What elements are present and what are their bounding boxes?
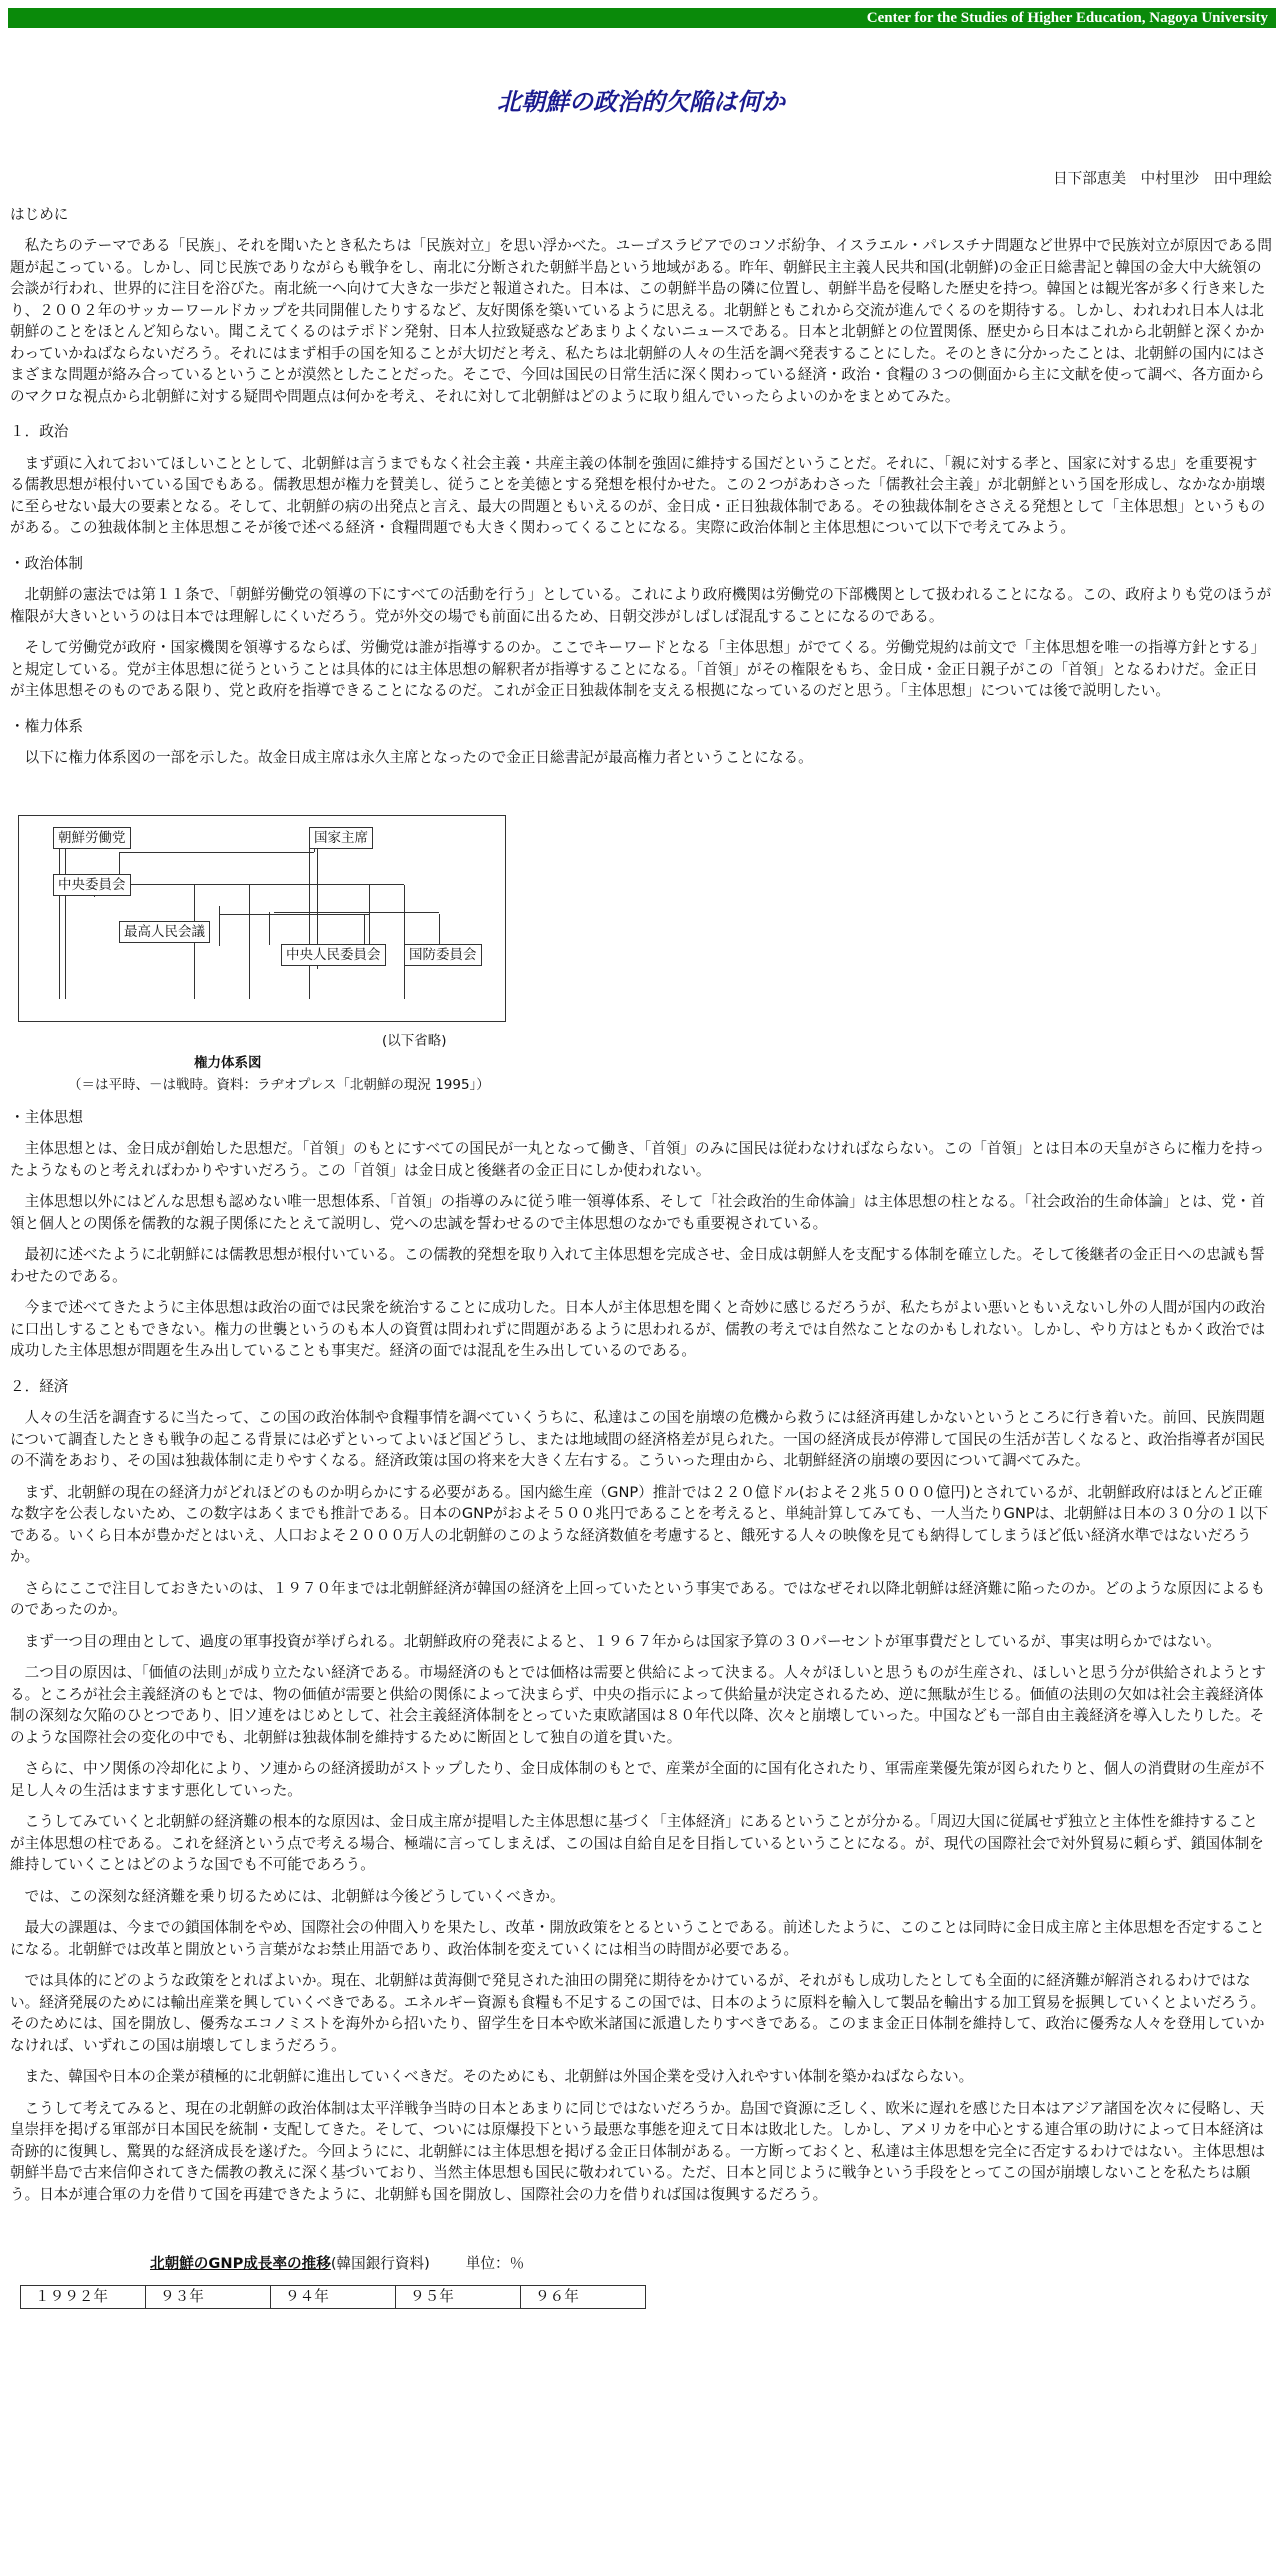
figure-frame	[18, 815, 506, 1022]
paragraph-economy-12: こうして考えてみると、現在の北朝鮮の政治体制は太平洋戦争当時の日本とあまりに同じではないだろうか。島国で資源に乏しく、欧米に遅れを感じた日本はアジア諸国を次々に侵略し、天皇崇拝を掲げる軍部が日本国民を統制・支配してきた。そして、ついには原爆投下という最悪な事態を迎えて日本は敗北した。しかし、アメリカを中心とする連合軍の助けによって日本経済は奇跡的に復興し、驚異的な経済成長を遂げた。今回ようにに、北朝鮮には主体思想を掲げる金正日体制がある。一方断っておくと、私達は主体思想を完全に否定するわけではない。主体思想は朝鮮半島で古来信仰されてきた儒教の教えに深く基づいており、当然主体思想も国民に敬われている。ただ、日本と同じように戦争という手段をとってこの国が崩壊しないことを私たちは願う。日本が連合軍の力を借りて国を再建できたように、北朝鮮も国を開放し、国際社会の力を借りれば国は復興するだろう。	[10, 2099, 1266, 2203]
table-cell-year: ９５年	[396, 2285, 521, 2308]
gnp-growth-table	[20, 2285, 646, 2309]
paragraph-economy-9: 最大の課題は、今までの鎖国体制をやめ、国際社会の仲間入りを果たし、改革・開放政策をとるということである。前述したように、このことは同時に金日成主席と主体思想を否定することになる。北朝鮮では改革と開放という言葉がなお禁止用語であり、政治体制を変えていくには相当の時間が必要である。	[10, 1919, 1265, 1958]
paragraph-juche-1: 主体思想とは、金日成が創始した思想だ。「首領」のもとにすべての国民が一丸となって働き、「首領」のみに国民は従わなければならない。この「首領」とは日本の天皇がさらに権力を持ったようなものと考えればわかりやすいだろう。この「首領」は金日成と後継者の金正日にしか使われない。	[10, 1140, 1265, 1179]
figure-omitted-note: (以下省略)	[382, 1032, 447, 1049]
paragraph-juche-3: 最初に述べたように北朝鮮には儒教思想が根付いている。この儒教的発想を取り入れて主体思想を完成させ、金日成は朝鮮人を支配する体制を確立した。そして後継者の金正日への忠誠も誓わせたのである。	[10, 1246, 1265, 1285]
box-central-peoples-committee: 中央人民委員会	[281, 944, 386, 966]
heading-political-system: ・政治体制	[10, 554, 83, 572]
paragraph-economy-4: まず一つ目の理由として、過度の軍事投資が挙げられる。北朝鮮政府の発表によると、１９６７年からは国家予算の３０パーセントが軍事費だとしているが、事実は明らかではない。	[24, 1632, 1221, 1650]
paragraph-power: 以下に権力体系図の一部を示した。故金日成主席は永久主席となったので金正日総書記が最高権力者ということになる。	[24, 749, 813, 766]
article	[0, 86, 1284, 2309]
paragraph-juche-4: 今まで述べてきたように主体思想は政治の面では民衆を統治することに成功した。日本人が主体思想を聞くと奇妙に感じるだろうが、私たちがよい悪いともいえないし外の人間が国内の政治に口出しすることもできない。権力の世襲というのも本人の資質は問われずに問題があるように思われるが、儒教の考えでは自然なことなのかもしれない。しかし、やり方はともかく政治では成功した主体思想が問題を生み出していることも事実だ。経済の面では混乱を生み出しているのである。	[10, 1299, 1266, 1359]
paragraph-economy-11: また、韓国や日本の企業が積極的に北朝鮮に進出していくべきだ。そのためにも、北朝鮮は外国企業を受け入れやすい体制を築かねばならない。	[24, 2068, 974, 2085]
paragraph-economy-1: 人々の生活を調査するに当たって、この国の政治体制や食糧事情を調べていくうちに、私達はこの国を崩壊の危機から救うには経済再建しかないというところに行き着いた。前回、民族問題について調査したときも戦争の起こる背景には必ずといってよいほど国どうし、または地域間の経済格差が見られた。一国の経済成長が停滞して国民の生活が苦しくなると、政治指導者が国民の不満をあおり、その国は独裁体制に走りやすくなる。経済政策は国の将来を大きく左右する。こういった理由から、北朝鮮経済の崩壊の要因について調べてみた。	[10, 1409, 1265, 1469]
paragraph-politics: まず頭に入れておいてほしいこととして、北朝鮮は言うまでもなく社会主義・共産主義の体制を強固に維持する国だということだ。それに、「親に対する孝と、国家に対する忠」を重要視する儒教思想が根付いている国でもある。儒教思想が権力を賛美し、従うことを美徳とする発想を根付かせた。この２つがあわさった「儒教社会主義」が北朝鮮という国を形成し、なかなか崩壊に至らせない最大の要素となる。そして、北朝鮮の病の出発点と言え、最大の問題ともいえるのが、金日成・正日独裁体制である。その独裁体制をささえる発想として「主体思想」というものがある。この独裁体制と主体思想こそが後で述べる経済・食糧問題でも大きく関わってくることになる。実際に政治体制と主体思想について以下で考えてみよう。	[10, 454, 1266, 536]
paragraph-juche-2: 主体思想以外にはどんな思想も認めない唯一思想体系、「首領」の指導のみに従う唯一領導体系、そして「社会政治的生命体論」は主体思想の柱となる。「社会政治的生命体論」とは、党・首領と個人との関係を儒教的な親子関係にたとえて説明し、党への忠誠を誓わせるので主体思想のなかでも重要視されている。	[10, 1193, 1266, 1232]
box-central-committee: 中央委員会	[53, 874, 131, 896]
paragraph-economy-5: 二つ目の原因は、｢価値の法則｣が成り立たない経済である。市場経済のもとでは価格は需要と供給によって決まる。人々がほしいと思うものが生産され、ほしいと思う分が供給されようとする。ところが社会主義経済のもとでは、物の価値が需要と供給の関係によって決まらず、中央の指示によって供給量が決定されるため、逆に無駄が生じる。価値の法則の欠如は社会主義経済体制の深刻な欠陥のひとつであり、旧ソ連をはじめとして、社会主義経済体制をとっていた東欧諸国は８０年代以降、次々と崩壊していった。中国なども一部自由主義経済を導入したりした。そのような国際社会の変化の中でも、北朝鮮は独裁体制を維持するために断固として独自の道を貫いた。	[10, 1664, 1266, 1746]
gnp-table-heading	[150, 2253, 1272, 2275]
figure-title: 権力体系図	[194, 1054, 262, 1071]
heading-economy: ２．経済	[10, 1377, 69, 1395]
gnp-table-source: (韓国銀行資料)	[330, 2255, 430, 2272]
table-cell-year: ９３年	[146, 2285, 271, 2308]
box-supreme-peoples-assembly: 最高人民会議	[119, 921, 210, 943]
paragraph-economy-3: さらにここで注目しておきたいのは、１９７０年までは北朝鮮経済が韓国の経済を上回っていたという事実である。ではなぜそれ以降北朝鮮は経済難に陥ったのか。どのような原因によるものであったのか。	[10, 1579, 1266, 1618]
paragraph-economy-7: こうしてみていくと北朝鮮の経済難の根本的な原因は、金日成主席が提唱した主体思想に基づく「主体経済」にあるということが分かる。「周辺大国に従属せず独立と主体性を維持することが主体思想の柱である。これを経済という点で考える場合、極端に言ってしまえば、この国は自給自足を目指しているということになる。が、現代の国際社会で対外貿易に頼らず、鎖国体制を維持していくことはどのような国でも不可能であろう。	[10, 1813, 1264, 1873]
site-banner: Center for the Studies of Higher Education, Nagoya University	[8, 8, 1276, 28]
table-row	[21, 2285, 646, 2308]
box-national-defense-commission: 国防委員会	[404, 944, 482, 966]
paragraph-economy-2: まず、北朝鮮の現在の経済力がどれほどのものか明らかにする必要がある。国内総生産（GNP）推計では２２０億ドル(およそ２兆５０００億円)とされているが、北朝鮮政府はほとんど正確な数字を公表しないため、この数字はあくまでも推計である。日本のGNPがおよそ５００兆円であることを考えると、単純計算してみても、一人当たりGNPは、北朝鮮は日本の３０分の１以下である。いくら日本が豊かだとはいえ、人口およそ２０００万人の北朝鮮のこのような経済数値を考慮すると、餓死する人々の映像を見ても納得してしまうほど低い経済水準ではないだろうか。	[10, 1483, 1269, 1565]
figure-caption: （＝は平時、－は戦時。資料：ラヂオプレス「北朝鮮の現況 1995」）	[68, 1076, 490, 1093]
paragraph-system-2: そして労働党が政府・国家機関を領導するならば、労働党は誰が指導するのか。ここでキーワードとなる「主体思想」がでてくる。労働党規約は前文で「主体思想を唯一の指導方針とする」と規定している。党が主体思想に従うということは具体的には主体思想の解釈者が指導することになる。「首領」がその権限をもち、金日成・金正日親子がこの「首領」となるわけだ。金正日が主体思想そのものである限り、党と政府を指導できることになるのだ。これが金正日独裁体制を支える根拠になっているのだと思う。「主体思想」については後で説明したい。	[10, 639, 1266, 699]
paragraph-intro: 私たちのテーマである「民族」、それを聞いたとき私たちは「民族対立」を思い浮かべた。ユーゴスラビアでのコソボ紛争、イスラエル・パレスチナ問題など世界中で民族対立が原因である問題が起こっている。しかし、同じ民族でありながらも戦争をし、南北に分断された朝鮮半島という地域がある。昨年、朝鮮民主主義人民共和国(北朝鮮)の金正日総書記と韓国の金大中大統領の会談が行われ、世界的に注目を浴びた。南北統一へ向けて大きな一歩だと報道された。日本は、この朝鮮半島の隣に位置し、朝鮮半島を侵略した歴史を持つ。韓国とは観光客が多く行き来したり、２００２年のサッカーワールドカップを共同開催したりするなど、友好関係を築いているように思える。北朝鮮ともこれから交流が進んでくるのを期待する。しかし、われわれ日本人は北朝鮮のことをほとんど知らない。聞こえてくるのはテポドン発射、日本人拉致疑惑などあまりよくないニュースである。日本と北朝鮮との位置関係、歴史から日本はこれから北朝鮮と深くかかわっていかねばならないだろう。それにはまず相手の国を知ることが大切だと考え、私たちは北朝鮮の人々の生活を調べ発表することにした。そのときに分かったことは、北朝鮮の国内にはさまざまな問題が絡み合っているということが漠然としたことだった。そこで、今回は国民の日常生活に深く関わっている経済・政治・食糧の３つの側面から主に文献を使って調べ、各方面からのマクロな視点から北朝鮮に対する疑問や問題点は何かを考え、それに対して北朝鮮はどのように取り組んでいったらよいのかをまとめてみた。	[10, 237, 1272, 405]
authors: 日下部恵美 中村里沙 田中理絵	[1053, 170, 1272, 187]
page-title: 北朝鮮の政治的欠陥は何か	[497, 88, 785, 116]
box-korean-workers-party: 朝鮮労働党	[53, 827, 131, 849]
paragraph-system-1: 北朝鮮の憲法では第１１条で、「朝鮮労働党の領導の下にすべての活動を行う」としている。これにより政府機関は労働党の下部機関として扱われることになる。この、政府よりも党のほうが権限が大きいというのは日本では理解しにくいだろう。党が外交の場でも前面に出るため、日朝交渉がしばしば混乱することになるのである。	[10, 586, 1272, 625]
heading-power-structure: ・権力体系	[10, 717, 83, 735]
heading-intro: はじめに	[10, 205, 69, 223]
gnp-table-title: 北朝鮮のGNP成長率の推移	[150, 2255, 331, 2272]
heading-politics: １．政治	[10, 423, 69, 440]
paragraph-economy-6: さらに、中ソ関係の冷却化により、ソ連からの経済援助がストップしたり、金日成体制のもとで、産業が全面的に国有化されたり、軍需産業優先策が図られたりと、個人の消費財の生産が不足し人々の生活はますます悪化していった。	[10, 1760, 1265, 1799]
table-cell-year: １９９２年	[21, 2285, 146, 2308]
paragraph-economy-10: では具体的にどのような政策をとればよいか。現在、北朝鮮は黄海側で発見された油田の開発に期待をかけているが、それがもし成功したとしても全面的に経済難が解消されるわけではない。経済発展のためには輸出産業を興していくべきである。エネルギー資源も食糧も不足するこの国では、日本のように原料を輸入して製品を輸出する加工貿易を振興していくとよいだろう。そのためには、国を開放し、優秀なエコノミストを海外から招いたり、留学生を日本や欧米諸国に派遣したりすべきである。このまま金正日体制を維持して、政治に優秀な人々を登用していかなければ、いずれこの国は崩壊してしまうだろう。	[10, 1972, 1266, 2054]
paragraph-economy-8: では、この深刻な経済難を乗り切るためには、北朝鮮は今後どうしていくべきか。	[24, 1887, 565, 1905]
gnp-table-unit: 単位：％	[465, 2255, 525, 2272]
power-structure-figure	[10, 769, 1272, 1093]
table-cell-year: ９６年	[521, 2285, 646, 2308]
box-state-president: 国家主席	[309, 827, 373, 849]
table-cell-year: ９４年	[271, 2285, 396, 2308]
heading-juche: ・主体思想	[10, 1108, 83, 1126]
